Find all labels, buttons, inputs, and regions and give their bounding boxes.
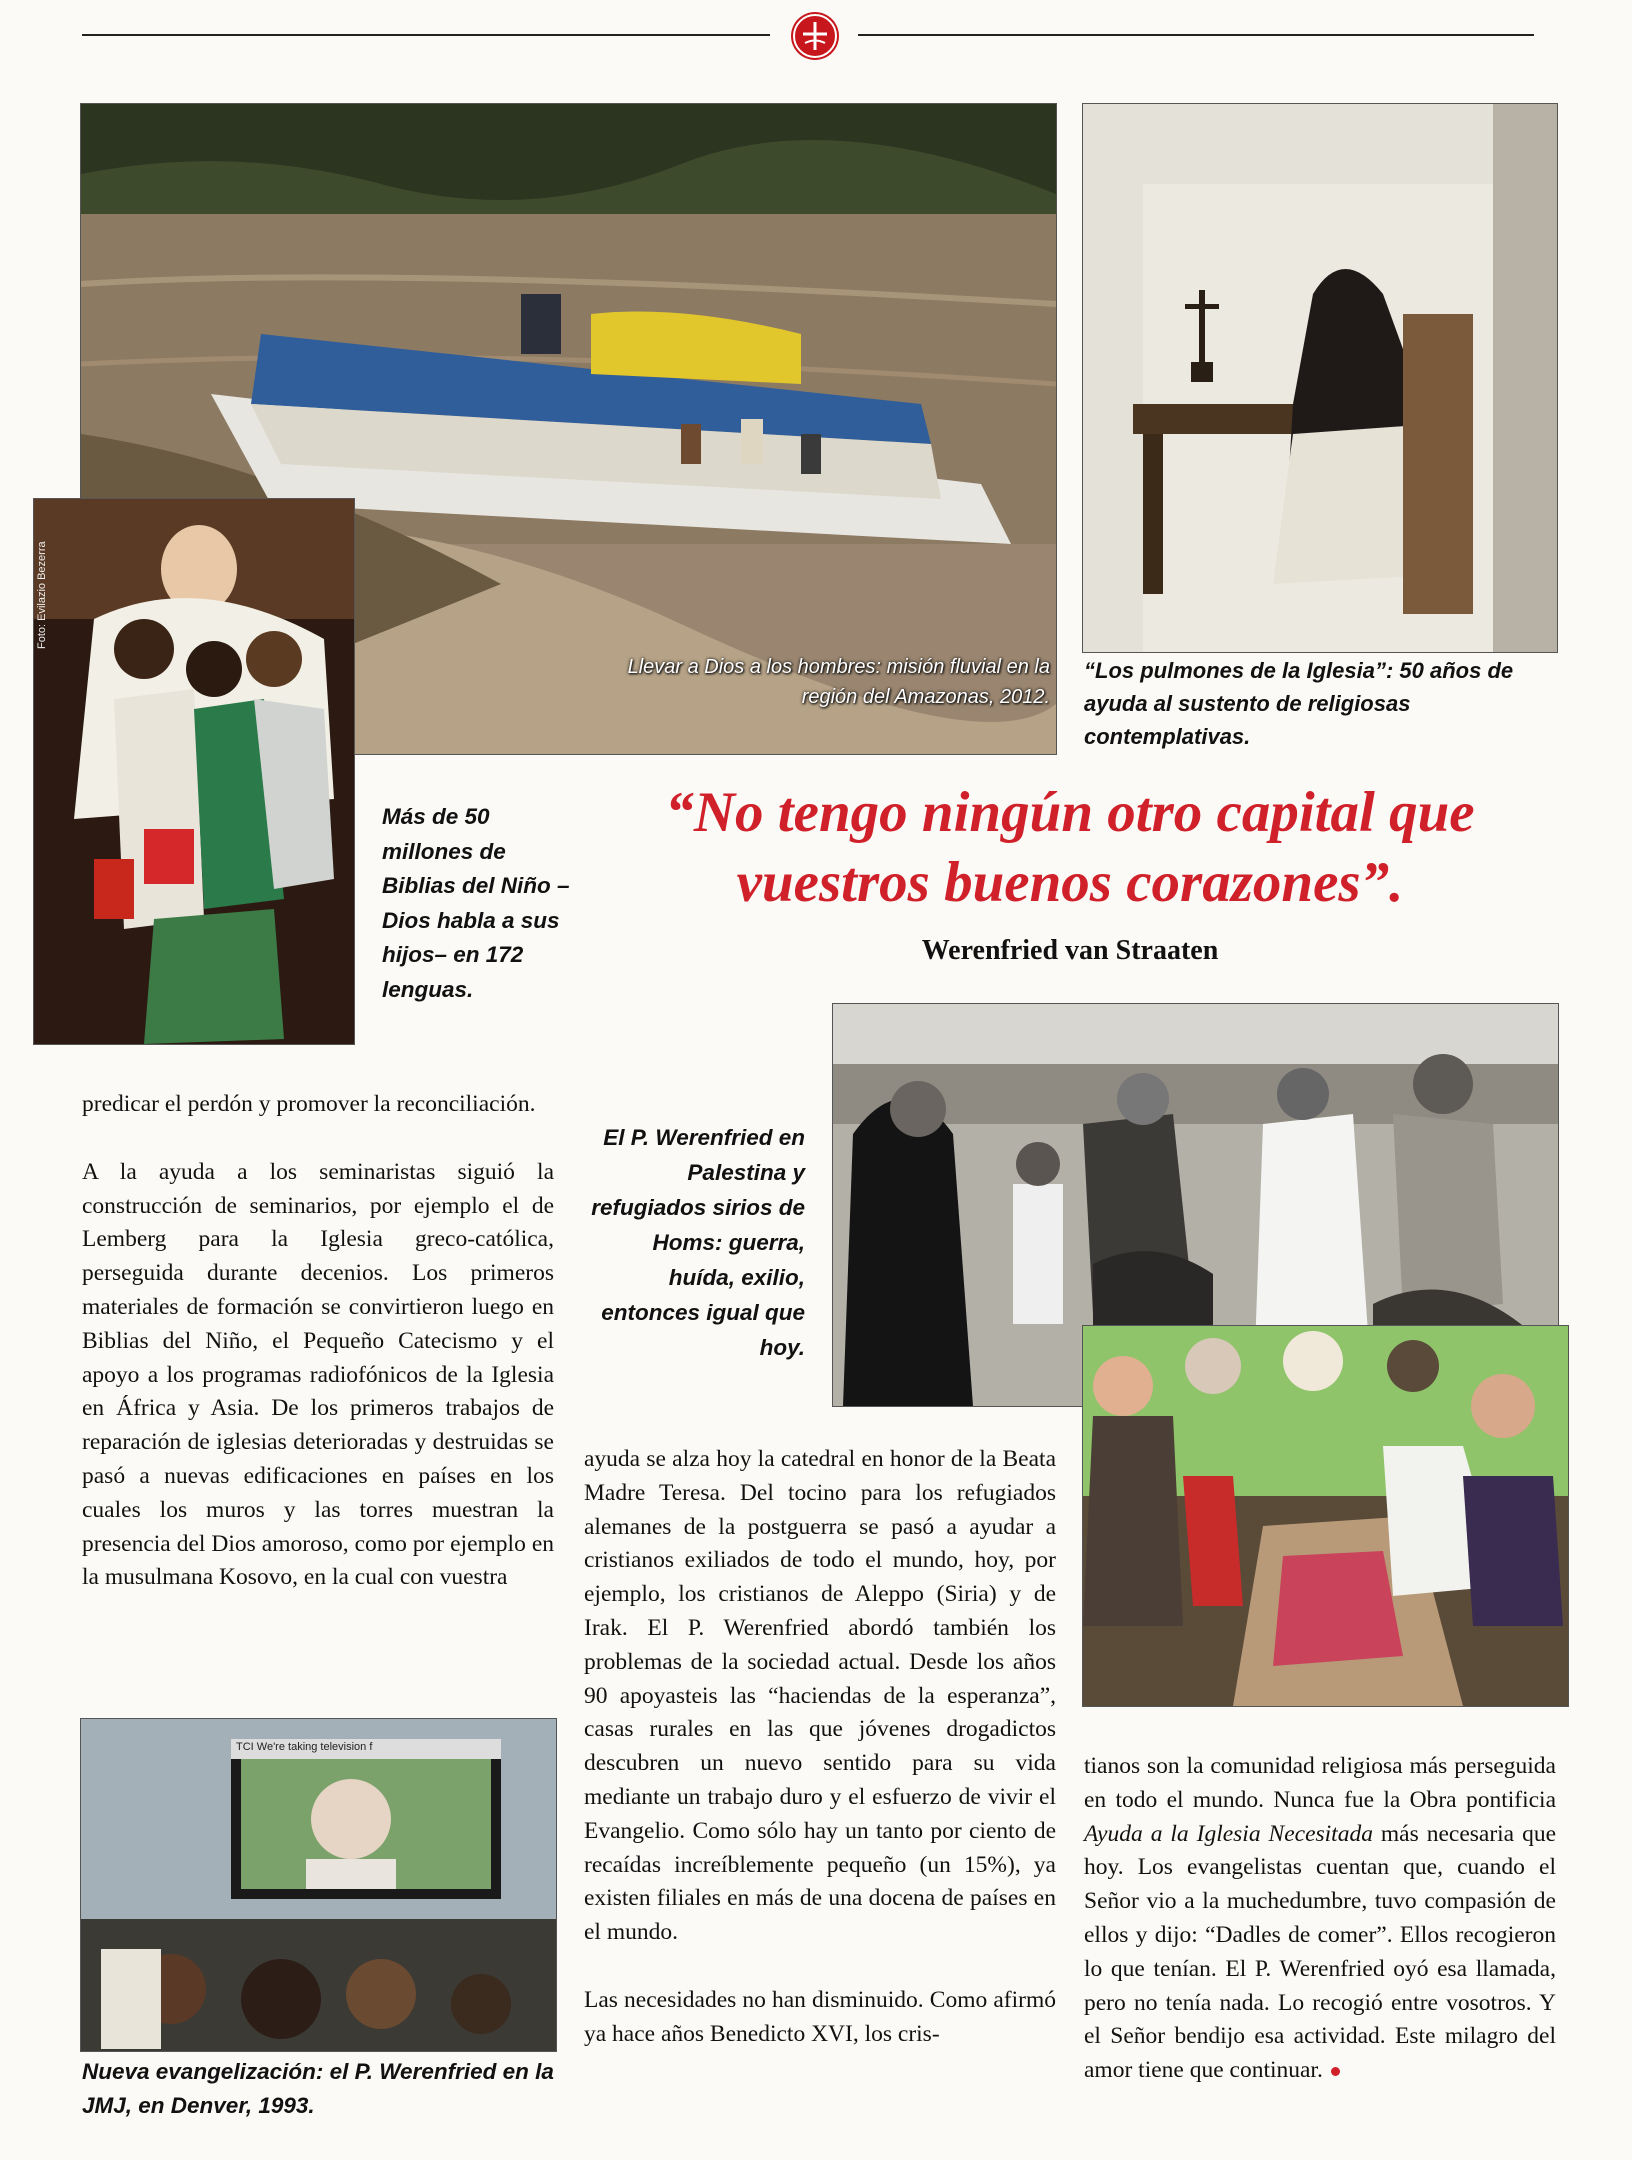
header-rule-left xyxy=(82,34,770,36)
paragraph xyxy=(1084,1750,1556,2088)
nun-praying-photo xyxy=(1082,103,1558,653)
paragraph: Las necesidades no han disminuido. Como afirmó ya hace años Benedicto XVI, los cris- xyxy=(584,1986,1056,2047)
article-column-3 xyxy=(1084,1750,1556,2088)
header-rule-right xyxy=(858,34,1534,36)
end-of-article-marker xyxy=(1331,2067,1340,2076)
text-run: tianos son la comunidad religiosa más perseguida en todo el mundo. Nunca fue la Obra pontificia xyxy=(1084,1753,1556,1813)
text-run: más necesaria que hoy. Los evangelistas cuentan que, cuando el Señor vio a la muchedumbre, tuvo compasión de ellos y dijo: “Dadles de comer”. Ellos recogieron lo que tenían. El P. Werenfried oyó esa llamada, pero no tenía nada. Lo recogió entre vosotros. Y el Señor bendijo esa actividad. Este milagro del amor tiene que continuar. xyxy=(1084,1820,1556,2084)
bibles-caption: Más de 50 millones de Biblias del Niño –Dios habla a sus hijos– en 172 lenguas. xyxy=(382,804,570,1002)
quote-author: Werenfried van Straaten xyxy=(921,935,1219,966)
amazon-photo-caption: Llevar a Dios a los hombres: misión fluvial en la región del Amazonas, 2012. xyxy=(627,656,1050,708)
paragraph: predicar el perdón y promover la reconciliación. xyxy=(82,1091,536,1117)
photo-credit: Foto: Evilazio Bezerra xyxy=(36,541,48,649)
paragraph: ayuda se alza hoy la catedral en honor de la Beata Madre Teresa. Del tocino para los refugiados alemanes de la postguerra se pasó a ayudar a cristianos exiliados de todo el mundo, hoy, por ejemplo, los cristianos de Aleppo (Siria) y de Irak. El P. Werenfried abordó también los problemas de la sociedad actual. Desde los años 90 apoyasteis las “haciendas de la esperanza”, casas rurales en las que jóvenes drogadictos descubren un nuevo sentido para su vida mediante un trabajo duro y el esfuerzo de vivir el Evangelio. Como sólo hay un tanto por ciento de recaídas increíblemente pequeño (un 15%), ya existen filiales en más de una docena de países en el mundo. xyxy=(584,1446,1056,1946)
denver-caption: Nueva evangelización: el P. Werenfried en la JMJ, en Denver, 1993. xyxy=(82,2059,554,2118)
refugees-photo xyxy=(1082,1325,1569,1707)
organization-name: Ayuda a la Iglesia Necesitada xyxy=(1084,1820,1373,1847)
acn-logo-icon xyxy=(793,14,837,58)
pope-children-photo xyxy=(33,498,355,1045)
article-column-2 xyxy=(584,1443,1056,2052)
palestine-caption: El P. Werenfried en Palestina y refugiados sirios de Homs: guerra, huída, exilio, entonces igual que hoy. xyxy=(591,1125,805,1360)
article-column-1 xyxy=(82,1088,554,1595)
denver-photo xyxy=(80,1718,557,2052)
nun-photo-caption: “Los pulmones de la Iglesia”: 50 años de ayuda al sustento de religiosas contemplativas. xyxy=(1084,658,1514,749)
paragraph: A la ayuda a los seminaristas siguió la construcción de seminarios, por ejemplo el de Lemberg para la Iglesia greco-católica, perseguida durante decenios. Los primeros materiales de formación se convirtieron luego en Biblias del Niño, el Pequeño Catecismo y el apoyo a los programas radiofónicos de la Iglesia en África y Asia. De los primeros trabajos de reparación de iglesias deterioradas y destruidas se pasó a nuevas edificaciones en países en los cuales los muros y las torres muestran la presencia del Dios amoroso, como por ejemplo en la musulmana Kosovo, en la cual con vuestra xyxy=(82,1158,554,1591)
pull-quote: “No tengo ningún otro capital que vuestros buenos corazones”. xyxy=(665,781,1475,914)
screen-banner: TCI We're taking television f xyxy=(236,1741,373,1753)
